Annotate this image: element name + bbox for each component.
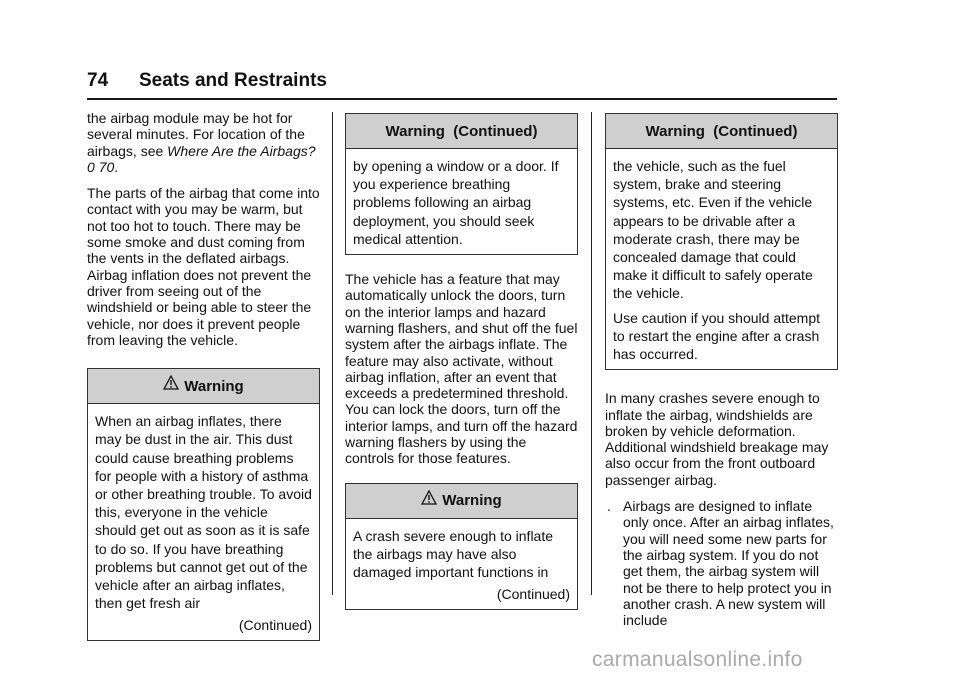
paragraph: The parts of the airbag that come into contact with you may be warm, but not too hot to touch. There may be some smoke and dust coming from the vents in the deflated airbags. Airbag inflation does not prevent the driver from seeing out of the windshield or being able to steer the vehicle, nor does it prevent people from leaving the vehicle. (87, 185, 320, 348)
column-divider (591, 112, 592, 595)
warning-body (346, 519, 577, 610)
warning-text: When an airbag inflates, there may be dust in the air. This dust could cause breathing problems for people with a history of asthma or other breathing trouble. To avoid this, everyone in the vehicle should get out as soon as it is safe to do so. If you have breathing problems but cannot get out of the vehicle after an airbag inflates, then get fresh air (95, 413, 312, 612)
warning-header (606, 114, 837, 149)
continued-label: (Continued) (496, 586, 570, 603)
column-1 (87, 110, 320, 657)
bullet-mark: . (607, 498, 611, 515)
reference-title: Where Are the Airbags? (167, 142, 316, 159)
warning-text: Use caution if you should attempt to restart the engine after a crash has occurred. (613, 309, 821, 363)
warning-title: Warning (Continued) (645, 122, 798, 140)
column-divider (332, 112, 333, 595)
list-item (605, 498, 838, 628)
paragraph-text: the airbag module may be hot for several minutes. For location of the airbags, see (87, 110, 305, 159)
column-3 (605, 110, 838, 628)
warning-header (346, 114, 577, 149)
page-ref-arrow-icon: 0 (87, 158, 95, 175)
column-2 (345, 110, 578, 626)
page-header (87, 70, 837, 100)
warning-title: Warning (442, 492, 502, 510)
paragraph (87, 110, 320, 175)
paragraph-end: . (114, 158, 119, 175)
warning-header (346, 484, 577, 519)
warning-body (606, 149, 837, 369)
warning-title: Warning (Continued) (385, 122, 538, 140)
warning-triangle-icon (421, 490, 437, 510)
warning-box (87, 368, 320, 641)
warning-box-continued (345, 113, 578, 255)
paragraph: In many crashes severe enough to inflate the airbag, windshields are broken by vehicle deformation. Additional windshield breakage may also occur from the front outboard passenger airbag. (605, 390, 829, 488)
section-title: Seats and Restraints (139, 70, 327, 91)
warning-header (88, 369, 319, 404)
warning-title: Warning (184, 377, 244, 395)
warning-text: A crash severe enough to inflate the airbags may have also damaged important functions in (353, 527, 554, 580)
reference-page: 70 (98, 158, 115, 175)
warning-body (88, 404, 319, 640)
list-item-text: Airbags are designed to inflate only once. After an airbag inflates, you will need some new parts for the airbag system. If you do not get them, the airbag system will not be there to help protect you in another crash. A new system will include (623, 498, 834, 629)
continued-label: (Continued) (238, 617, 312, 634)
warning-box (345, 483, 578, 611)
watermark-text: carmanualsonline.info (592, 648, 803, 671)
page-number: 74 (87, 70, 109, 91)
warning-box-continued (605, 113, 838, 370)
warning-body (346, 149, 577, 254)
header-rule (87, 98, 837, 100)
warning-triangle-icon (163, 375, 179, 395)
warning-text: the vehicle, such as the fuel system, brake and steering systems, etc. Even if the vehicle appears to be drivable after a moderate crash, there may be concealed damage that could make it difficult to safely operate the vehicle. (613, 158, 813, 302)
paragraph: The vehicle has a feature that may automatically unlock the doors, turn on the interior lamps and hazard warning flashers, and shut off the fuel system after the airbags inflate. The feature may also activate, without airbag inflation, after an event that exceeds a predetermined threshold. You can lock the doors, turn off the interior lamps, and turn off the hazard warning flashers by using the controls for those features. (345, 271, 578, 467)
warning-text: by opening a window or a door. If you experience breathing problems following an airbag deployment, you should seek medical attention. (353, 158, 559, 247)
